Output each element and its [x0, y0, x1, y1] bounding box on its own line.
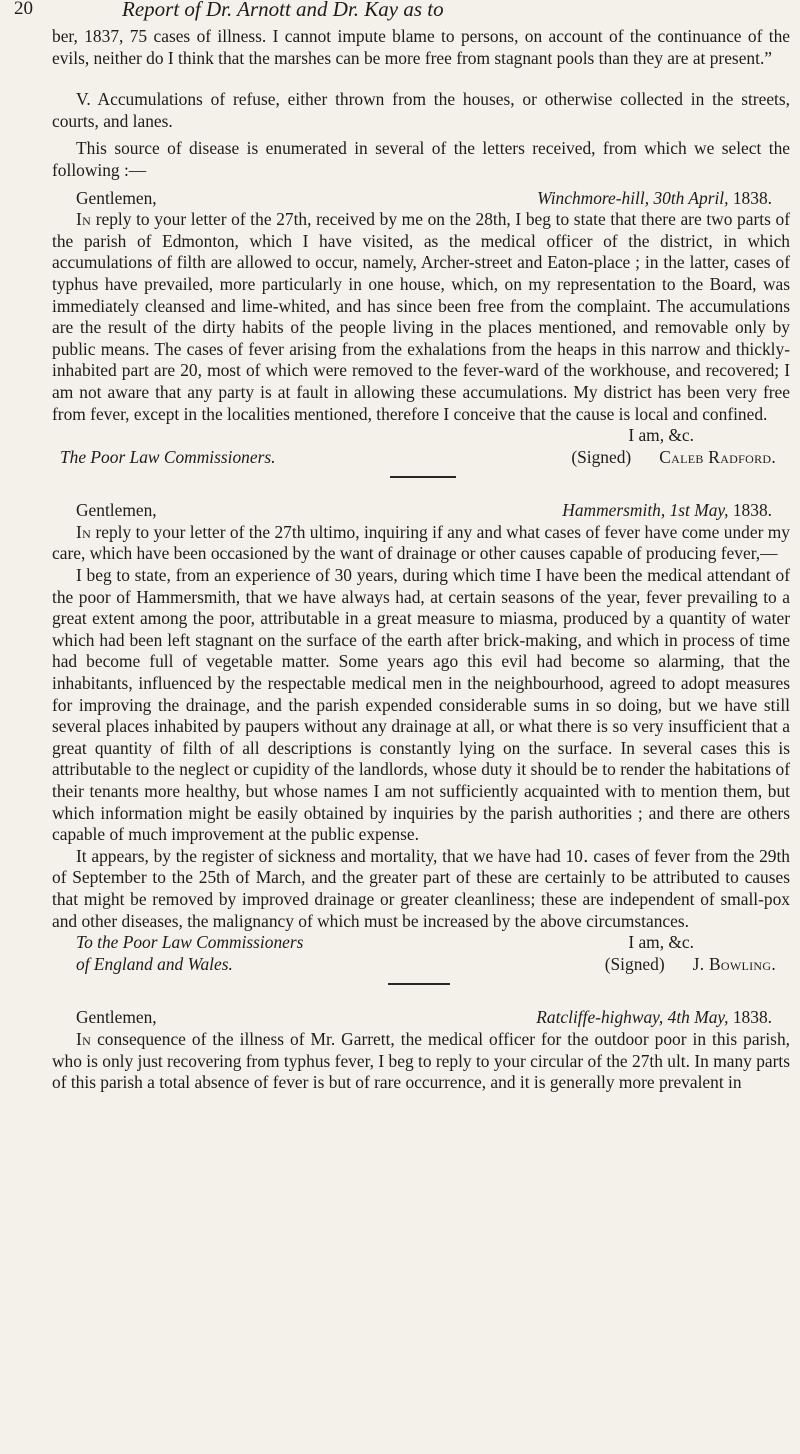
- letter1-place-date: Winchmore-hill, 30th April, 1838.: [537, 187, 772, 208]
- section-divider: [390, 476, 456, 478]
- letter2-signature: J. Bowling.: [692, 953, 776, 974]
- letter2-body-2: I beg to state, from an experience of 30 years, during which time I have been the medical attendant of the poor of Hammersmith, that we have always had, at certain seasons of the year, fever prevailing to a great extent among the poor, attributable in a great measure to miasma, produced by a quantity of water which had been left stagnant on the surface of the earth after brick-making, and which in process of time had become full of vegetable matter. Some years ago this evil had become so alarming, that the inhabitants, influenced by the respectable medical men in the neighbourhood, agreed to adopt measures for improving the drainage, and the parish expended considerable sums in so doing, but we have still several places inhabited by paupers without any drainage at all, or what there is so very insufficient that a great quantity of filth of all descriptions is constantly lying on the surface. In several cases this is attributable to the neglect or cupidity of the landlords, whose duty it should be to render the habitations of their tenants more healthy, but whose names I am not sufficiently acquainted with to mention them, but which information might be easily obtained by inquiries by the parish authorities ; and there are others capable of much improvement at the public expense.: [52, 565, 790, 845]
- letter2-addressee-2: of England and Wales.: [76, 953, 233, 974]
- letter1-body: In reply to your letter of the 27th, received by me on the 28th, I beg to state that there are two parts of the parish of Edmonton, which I have visited, as the medical officer of the district, in which accumulations of filth are allowed to occur, namely, Archer-street and Eaton-place ; in the latter, cases of typhus have prevailed, more particularly in one house, which, on my representation to the Board, was immediately cleansed and lime-whited, and has since been free from the complaint. The accumulations are the result of the dirty habits of the people living in the places mentioned, and removable only by public means. The cases of fever arising from the exhalations from the heaps in this narrow and thickly-inhabited part are 20, most of which were removed to the fever-ward of the workhouse, and recovered; I am not aware that any party is at fault in allowing these accumulations. My district has been very free from fever, except in the localities mentioned, therefore I conceive that the cause is local and confined.: [52, 209, 790, 424]
- letter1-addressee: The Poor Law Commissioners.: [60, 446, 276, 467]
- letter2-heading: [52, 500, 790, 522]
- letter2-place-date: Hammersmith, 1st May, 1838.: [562, 500, 772, 521]
- letter3-heading: [52, 1007, 790, 1029]
- running-title: Report of Dr. Arnott and Dr. Kay as to: [122, 0, 444, 21]
- section-heading-v: V. Accumulations of refuse, either thrown from the houses, or otherwise collected in the streets, courts, and lanes.: [52, 89, 790, 131]
- letter1-lead-word: In: [76, 209, 92, 230]
- section-divider: [388, 983, 450, 985]
- letter2-signature-row: [52, 954, 790, 976]
- letter1-signature: Caleb Radford.: [659, 446, 776, 467]
- letter3-place-date: Ratcliffe-highway, 4th May, 1838.: [536, 1007, 772, 1028]
- letter1-signature-row: [52, 447, 790, 469]
- letter2-body-1: In reply to your letter of the 27th ultimo, inquiring if any and what cases of fever have come under my care, which have been occasioned by the want of drainage or other causes capable of producing fever,—: [52, 521, 790, 564]
- letter2-lead-word: In: [76, 521, 92, 542]
- letter1-closing: I am, &c.: [628, 425, 694, 446]
- letter2-salutation: Gentlemen,: [76, 500, 157, 521]
- page-header: [14, 0, 790, 26]
- letter1-heading: [52, 188, 790, 210]
- intro-paragraph-1: ber, 1837, 75 cases of illness. I cannot impute blame to persons, on account of the continuance of the evils, neither do I think that the marshes can be more free from stagnant pools than they are at present.”: [52, 26, 790, 68]
- letter3-body: In consequence of the illness of Mr. Garrett, the medical officer for the outdoor poor in this parish, who is only just recovering from typhus fever, I beg to reply to your circular of the 27th ult. In many parts of this parish a total absence of fever is but of rare occurrence, and it is generally more prevalent in: [52, 1028, 790, 1093]
- page-number: 20: [14, 0, 33, 19]
- letter1-signed: (Signed): [571, 446, 632, 467]
- letter1-salutation: Gentlemen,: [76, 187, 157, 208]
- letter3-lead-word: In: [76, 1028, 92, 1049]
- letter2-addressee-1: To the Poor Law Commissioners: [76, 932, 304, 953]
- intro-paragraph-3: This source of disease is enumerated in several of the letters received, from which we select the following :—: [52, 138, 790, 180]
- letter2-body-3: It appears, by the register of sickness and mortality, that we have had 10․ cases of fever from the 29th of September to the 25th of March, and the greater part of these are certainly to be attributed to causes that might be removed by improved drainage or greater cleanliness; these are independent of small-pox and other diseases, the malignancy of which must be increased by the above circumstances.: [52, 845, 790, 931]
- letter3-salutation: Gentlemen,: [76, 1007, 157, 1028]
- letter2-signed: (Signed): [604, 953, 665, 974]
- letter2-closing: I am, &c.: [628, 932, 694, 953]
- letter2-closing-row: [52, 932, 790, 954]
